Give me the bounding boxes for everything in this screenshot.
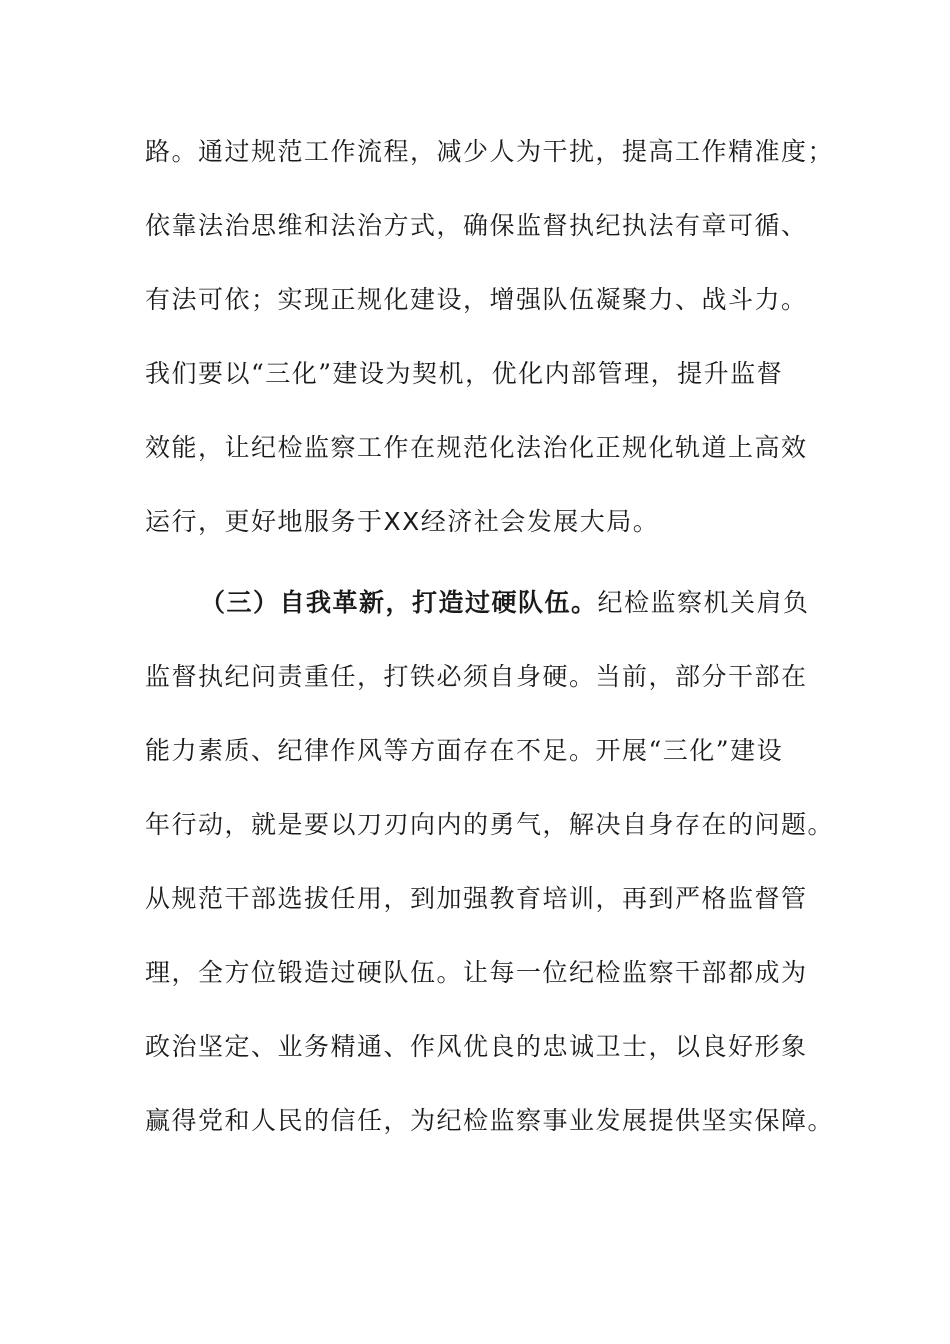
body-text-line: 政治坚定、业务精通、作风优良的忠诚卫士，以良好形象 <box>145 1032 808 1061</box>
body-text-line: 赢得党和人民的信任，为纪检监察事业发展提供坚实保障。 <box>145 1106 835 1135</box>
body-text-line <box>145 507 815 537</box>
text-segment: 纪检监察机关肩负 <box>597 588 810 617</box>
placeholder-xx: XX <box>383 507 421 536</box>
body-text-line: 我们要以“三化”建设为契机，优化内部管理，提升监督 <box>145 359 784 388</box>
body-text-line: 有法可依；实现正规化建设，增强队伍凝聚力、战斗力。 <box>145 285 808 314</box>
section-heading: （三）自我革新，打造过硬队伍。 <box>200 588 598 617</box>
body-text-line: 效能，让纪检监察工作在规范化法治化正规化轨道上高效 <box>145 433 808 462</box>
text-segment: 运行，更好地服务于 <box>145 507 384 536</box>
body-text-line: 年行动，就是要以刀刃向内的勇气，解决自身存在的问题。 <box>145 810 835 839</box>
body-text-line: 依靠法治思维和法治方式，确保监督执纪执法有章可循、 <box>145 211 808 240</box>
text-segment: 经济社会发展大局。 <box>420 507 660 536</box>
body-text-line: 能力素质、纪律作风等方面存在不足。开展“三化”建设 <box>145 736 784 765</box>
body-text-line: 理，全方位锻造过硬队伍。让每一位纪检监察干部都成为 <box>145 958 808 987</box>
body-text-line: 路。通过规范工作流程，减少人为干扰，提高工作精准度； <box>145 137 835 166</box>
body-text-line: 从规范干部选拔任用，到加强教育培训，再到严格监督管 <box>145 884 808 913</box>
body-text-line: 监督执纪问责重任，打铁必须自身硬。当前，部分干部在 <box>145 662 808 691</box>
section-heading-line <box>200 588 870 618</box>
